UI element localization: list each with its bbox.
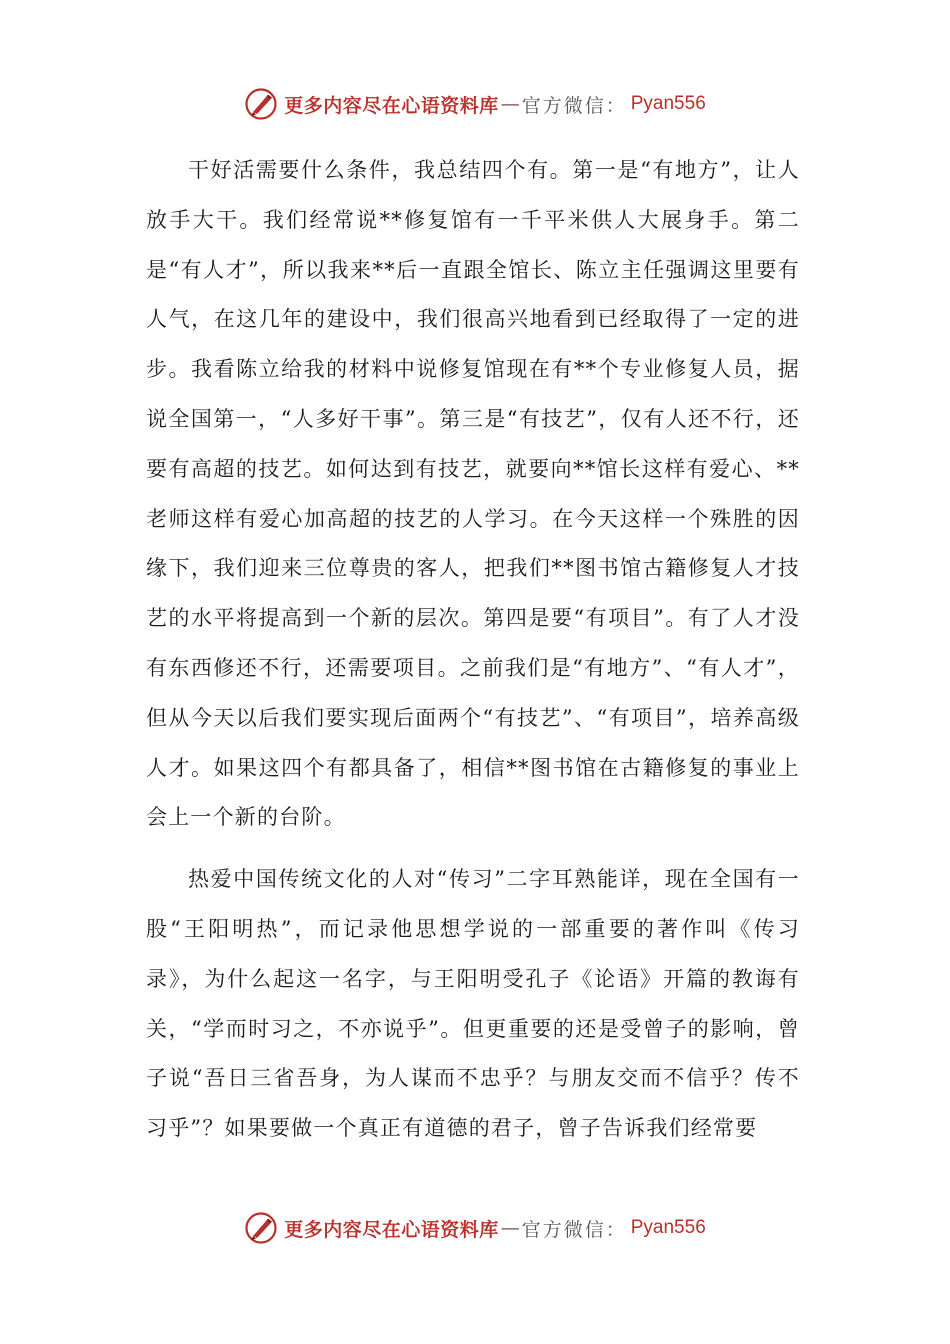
pen-logo-icon [244, 1211, 278, 1245]
paragraph-1: 干好活需要什么条件，我总结四个有。第一是“有地方”，让人放手大干。我们经常说**修复馆有一千平米供人大展身手。第二是“有人才”，所以我来**后一直跟全馆长、陈立主任强调这里要有人气，在这几年的建设中，我们很高兴地看到已经取得了一定的进步。我看陈立给我的材料中说修复馆现在有**个专业修复人员，据说全国第一，“人多好干事”。第三是“有技艺”，仅有人还不行，还要有高超的技艺。如何达到有技艺，就要向**馆长这样有爱心、**老师这样有爱心加高超的技艺的人学习。在今天这样一个殊胜的因缘下，我们迎来三位尊贵的客人，把我们**图书馆古籍修复人才技艺的水平将提高到一个新的层次。第四是要“有项目”。有了人才没有东西修还不行，还需要项目。之前我们是“有地方”、“有人才”，但从今天以后我们要实现后面两个“有技艺”、“有项目”，培养高级人才。如果这四个有都具备了，相信**图书馆在古籍修复的事业上会上一个新的台阶。 [146, 158, 800, 830]
footer-dash: — [500, 1217, 520, 1239]
document-body [146, 146, 800, 1154]
footer-wechat-label: 官方微信： [521, 1218, 627, 1241]
header-dash: — [500, 93, 520, 115]
footer-banner [0, 1206, 950, 1250]
footer-wechat-id: Pyan556 [630, 1217, 706, 1238]
footer-site-name: 更多内容尽在心语资料库 [284, 1218, 499, 1241]
paragraph-2: 热爱中国传统文化的人对“传习”二字耳熟能详，现在全国有一股“王阳明热”，而记录他思想学说的一部重要的著作叫《传习录》，为什么起这一名字，与王阳明受孔子《论语》开篇的教诲有关，“学而时习之，不亦说乎”。但更重要的还是受曾子的影响，曾子说“吾日三省吾身，为人谋而不忠乎？与朋友交而不信乎？传不习乎”？如果要做一个真正有道德的君子，曾子告诉我们经常要 [146, 867, 800, 1141]
header-banner [0, 82, 950, 126]
pen-logo-icon [244, 87, 278, 121]
header-wechat-id: Pyan556 [630, 93, 706, 114]
header-site-name: 更多内容尽在心语资料库 [284, 94, 499, 117]
header-wechat-label: 官方微信： [521, 94, 627, 117]
